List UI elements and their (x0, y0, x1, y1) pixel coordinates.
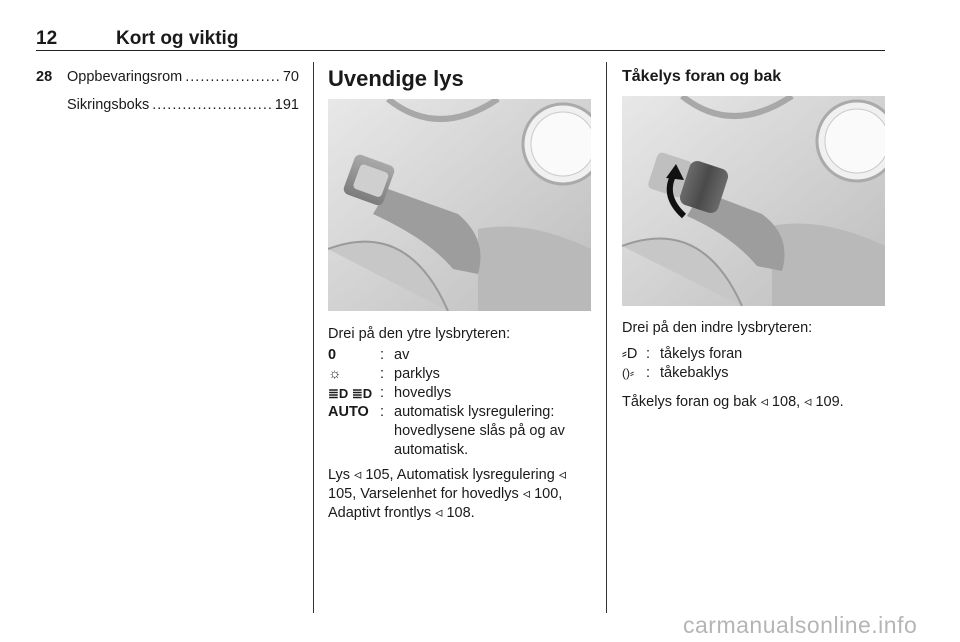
fog-references[interactable]: Tåkelys foran og bak ◃ 108, ◃ 109. (622, 394, 844, 410)
definition-row (622, 345, 885, 364)
definition-row (328, 365, 598, 384)
toc-leader (152, 95, 272, 115)
definition-row (328, 346, 598, 365)
separator: : (380, 385, 385, 401)
definition-row (328, 403, 598, 460)
separator: : (380, 366, 385, 382)
fog-caption: Drei på den indre lysbryteren: (622, 320, 813, 336)
rear-fog-icon: ()⸗ (622, 366, 634, 380)
toc-entry-page: 191 (274, 97, 299, 113)
toc-entry[interactable] (67, 95, 299, 115)
fog-definition-list (622, 345, 885, 383)
exterior-caption: Drei på den ytre lysbryteren: (328, 326, 511, 342)
toc-entry-label: Sikringsboks (67, 97, 150, 113)
light-switch-illustration (328, 99, 591, 311)
definition-text: tåkebaklys (660, 365, 729, 381)
toc-entry-label: Oppbevaringsrom (67, 69, 183, 85)
definition-text: parklys (394, 366, 440, 382)
separator: : (380, 404, 385, 420)
toc-entry[interactable] (67, 67, 299, 87)
definition-text: hovedlys (394, 385, 452, 401)
exterior-definition-list (328, 346, 598, 460)
toc-leader (185, 67, 280, 87)
definition-text: automatisk lysregulering: hovedlysene slås på og av automatisk. (394, 404, 565, 458)
headlight-icon: ≣D ≣D (328, 386, 373, 401)
auto-symbol: AUTO (328, 404, 369, 420)
fog-switch-image (622, 96, 885, 306)
toc-entry-page: 70 (282, 69, 299, 85)
section-heading-fog: Tåkelys foran og bak (622, 68, 782, 85)
separator: : (646, 346, 651, 362)
exterior-references[interactable]: Lys ◃ 105, Automatisk lysregulering ◃ 105, Varselenhet for hovedlys ◃ 100, Adaptivt frontlys ◃ 108. (328, 467, 567, 521)
definition-text: tåkelys foran (660, 346, 743, 362)
definition-text: av (394, 347, 410, 363)
toc-number: 28 (36, 69, 53, 85)
separator: : (646, 365, 651, 381)
front-fog-icon: ⸗D (622, 346, 638, 362)
header-rule (36, 50, 885, 51)
off-symbol: 0 (328, 347, 337, 363)
page-title: Kort og viktig (116, 28, 239, 49)
section-heading-exterior: Uvendige lys (328, 66, 464, 91)
column-separator-2 (606, 62, 607, 613)
separator: : (380, 347, 385, 363)
parking-light-icon: ☼ (328, 366, 342, 382)
definition-row (328, 384, 598, 403)
definition-row (622, 364, 885, 383)
column-separator-1 (313, 62, 314, 613)
light-switch-image (328, 99, 591, 311)
page-number: 12 (36, 28, 58, 49)
watermark: carmanualsonline.info (683, 612, 918, 638)
fog-switch-illustration (622, 96, 885, 306)
